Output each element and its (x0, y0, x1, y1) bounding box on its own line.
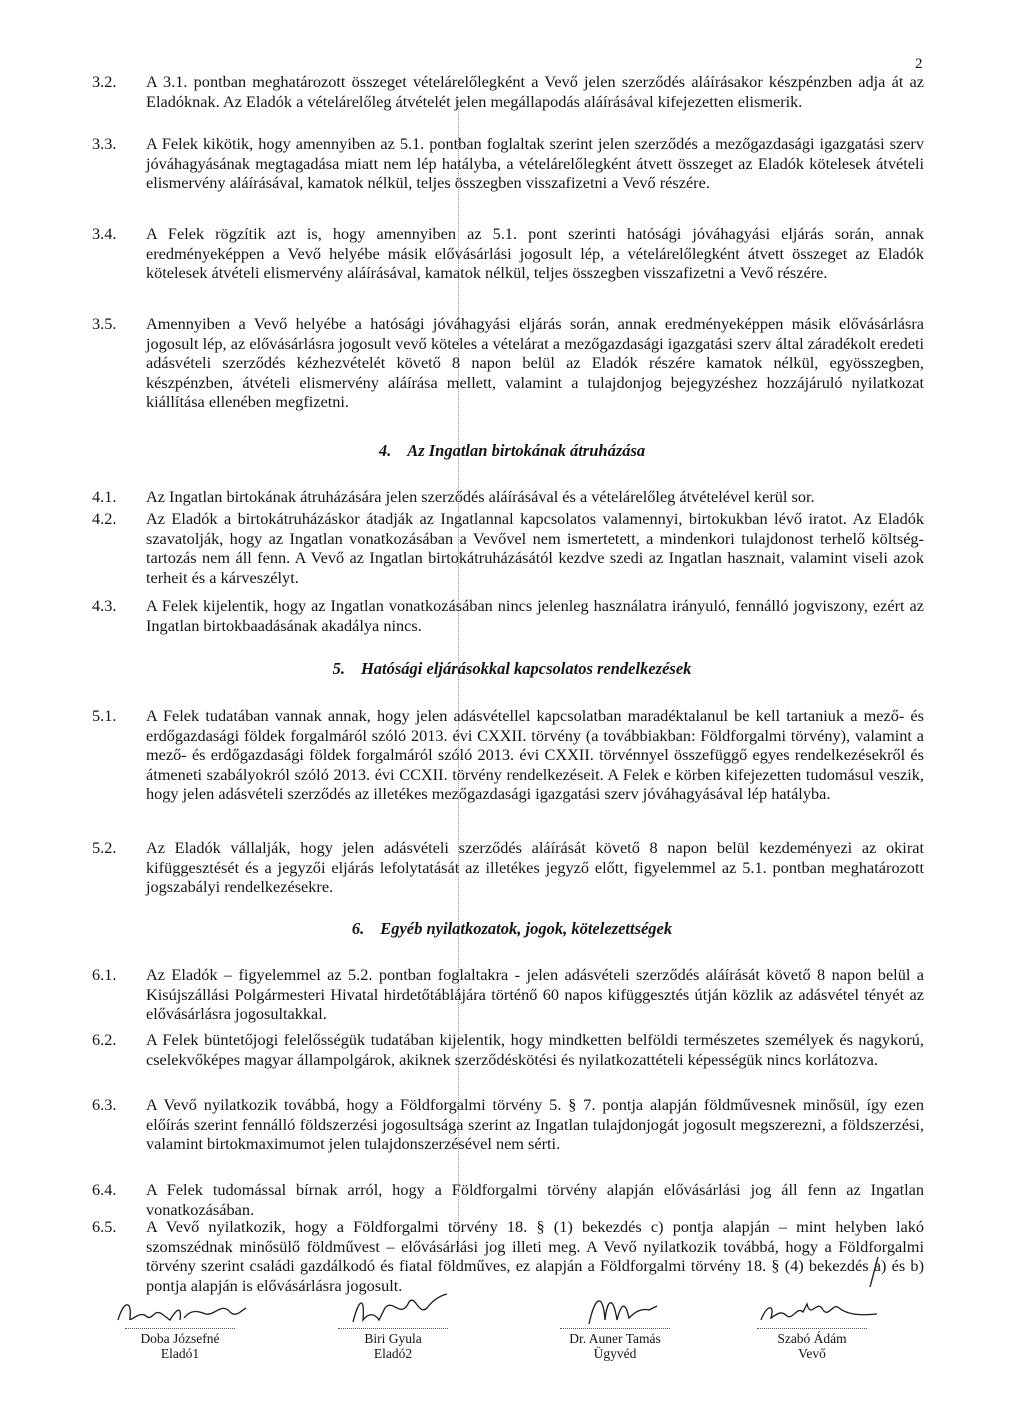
clause-number: 4.2. (92, 509, 117, 528)
clause-number: 6.2. (92, 1030, 117, 1049)
signature-block-buyer (737, 1290, 887, 1361)
clause-number: 3.3. (92, 134, 117, 153)
signature-block-seller2 (318, 1290, 468, 1361)
signature-line (757, 1328, 867, 1329)
signer-name: Biri Gyula (364, 1331, 422, 1346)
section-title: Az Ingatlan birtokának átruházása (407, 441, 646, 460)
handwritten-signature (737, 1290, 887, 1328)
signer-role: Eladó1 (160, 1346, 200, 1361)
signer-role: Vevő (798, 1346, 826, 1361)
clause-3-5 (92, 314, 924, 412)
margin-scribble (862, 1253, 892, 1293)
clause-number: 6.3. (92, 1095, 117, 1114)
signature-block-lawyer (540, 1290, 690, 1361)
signer-name: Doba Józsefné (140, 1331, 220, 1346)
clause-number: 3.2. (92, 72, 117, 91)
clause-4-2 (92, 509, 924, 587)
section-number: 4. (378, 441, 392, 460)
clause-6-4 (92, 1180, 924, 1219)
clause-number: 4.1. (92, 487, 117, 506)
clause-text: Az Eladók vállalják, hogy jelen adásvételi szerződés aláírását követő 8 napon belül kezdeményezi az okirat kifüggesztését és a jegyzői eljárás lefolytatását az illetékes jegyző előtt, figyelemmel az 5.1. pontban meghatározott jogszabályi rendelkezésekre. (146, 838, 924, 896)
clause-3-3 (92, 134, 924, 193)
section-heading-6 (0, 919, 1024, 939)
clause-number: 6.5. (92, 1217, 117, 1236)
clause-text: Az Eladók – figyelemmel az 5.2. pontban foglaltakra - jelen adásvételi szerződés aláírását követő 8 napon belül a Kisújszállási Polgármesteri Hivatal hirdetőtáblájára történő 60 napos kifüggesztés útján közlik az adásvétel tényét az elővásárlásra jogosultakkal. (146, 965, 924, 1023)
clause-text: A Vevő nyilatkozik továbbá, hogy a Földforgalmi törvény 5. § 7. pontja alapján földművesnek minősül, így ezen előírás szerint fennálló földszerzési jogosultsága szerint az Ingatlan tulajdonjogát jogosult megszerezni, a földszerzési, valamint birtokmaximumot jelen tulajdonszerzésével nem sérti. (146, 1095, 924, 1153)
clause-text: A Felek tudatában vannak annak, hogy jelen adásvétellel kapcsolatban maradéktalanul be kell tartaniuk a mező- és erdőgazdasági földek forgalmáról szóló 2013. évi CXXII. törvény (a továbbiakban: Földforgalmi törvény), valamint a mező- és erdőgazdasági földek forgalmáról szóló 2013. évi CXXII. törvénnyel összefüggő egyes rendelkezésekről és átmeneti szabályokról szóló 2013. évi CCXII. törvény rendelkezéseit. A Felek e körben kifejezetten tudomásul veszik, hogy jelen adásvételi szerződés az illetékes mezőgazdasági igazgatási szerv jóváhagyásával lép hatályba. (146, 706, 924, 803)
section-heading-5 (0, 659, 1024, 679)
section-number: 5. (332, 659, 345, 678)
clause-number: 3.4. (92, 224, 117, 243)
clause-5-2 (92, 838, 924, 897)
signer-name: Szabó Ádám (777, 1331, 847, 1346)
section-title: Hatósági eljárásokkal kapcsolatos rendelkezések (360, 659, 692, 678)
clause-text: Az Ingatlan birtokának átruházására jelen szerződés aláírásával és a vételárelőleg átvételével kerül sor. (146, 487, 815, 506)
clause-4-1 (92, 487, 924, 507)
section-number: 6. (351, 919, 365, 938)
clause-number: 6.1. (92, 965, 117, 984)
clause-6-3 (92, 1095, 924, 1154)
clause-6-1 (92, 965, 924, 1024)
section-heading-4 (0, 441, 1024, 461)
clause-text: A Felek kijelentik, hogy az Ingatlan vonatkozásában nincs jelenleg használatra irányuló, fennálló jogviszony, ezért az Ingatlan birtokbaadásának akadálya nincs. (146, 596, 924, 635)
clause-text: A Felek kikötik, hogy amennyiben az 5.1. pontban foglaltak szerint jelen szerződés a mezőgazdasági igazgatási szerv jóváhagyásának megtagadása miatt nem lép hatályba, a vételárelőlegként átvett összeget az Eladók kötelesek átvételi elismervény aláírásával, kamatok nélkül, teljes összegben visszafizetni a Vevő részére. (146, 134, 924, 192)
clause-3-4 (92, 224, 924, 283)
signature-block-seller1 (105, 1290, 255, 1361)
clause-number: 6.4. (92, 1180, 117, 1199)
clause-6-2 (92, 1030, 924, 1069)
page-number: 2 (915, 56, 923, 72)
clause-4-3 (92, 596, 924, 635)
clause-number: 4.3. (92, 596, 117, 615)
signature-line (125, 1328, 235, 1329)
signature-line (338, 1328, 448, 1329)
handwritten-signature (545, 1290, 685, 1328)
clause-number: 3.5. (92, 314, 117, 333)
handwritten-signature (110, 1290, 250, 1328)
clause-3-2 (92, 72, 924, 111)
clause-number: 5.1. (92, 706, 117, 725)
handwritten-signature (323, 1290, 463, 1328)
signer-role: Eladó2 (373, 1346, 413, 1361)
clause-6-5 (92, 1217, 924, 1295)
signer-role: Ügyvéd (593, 1346, 637, 1361)
clause-text: A Felek rögzítik azt is, hogy amennyiben az 5.1. pont szerinti hatósági jóváhagyási eljárás során, annak eredményeképpen a Vevő helyébe másik elővásárlási jogosult lép, a vételárelőlegként átvett összeget az Eladók kötelesek átvételi elismervény aláírásával, kamatok nélkül, teljes összegben visszafizetni a Vevő részére. (146, 224, 924, 282)
clause-number: 5.2. (92, 838, 117, 857)
section-title: Egyéb nyilatkozatok, jogok, kötelezettségek (380, 919, 673, 938)
clause-text: A Felek büntetőjogi felelősségük tudatában kijelentik, hogy mindketten belföldi természetes személyek és nagykorú, cselekvőképes magyar állampolgárok, akiknek szerződéskötési és nyilatkozattételi képességük nincs korlátozva. (146, 1030, 924, 1069)
signature-line (560, 1328, 670, 1329)
clause-5-1 (92, 706, 924, 804)
clause-text: A Felek tudomással bírnak arról, hogy a Földforgalmi törvény alapján elővásárlási jog áll fenn az Ingatlan vonatkozásában. (146, 1180, 924, 1219)
clause-text: Amennyiben a Vevő helyébe a hatósági jóváhagyási eljárás során, annak eredményeképpen másik elővásárlásra jogosult lép, az elővásárlásra jogosult vevő köteles a vételárat a mezőgazdasági igazgatási szerv által záradékolt eredeti adásvételi szerződés kézhezvételét követő 8 napon belül az Eladók részére kamatok nélkül, egyösszegben, készpénzben, átvételi elismervény aláírása mellett, valamint a tulajdonjog bejegyzéshez hozzájáruló nyilatkozat kiállítása ellenében megfizetni. (146, 314, 924, 411)
signer-name: Dr. Auner Tamás (569, 1331, 661, 1346)
clause-text: A 3.1. pontban meghatározott összeget vételárelőlegként a Vevő jelen szerződés aláírásakor készpénzben adja át az Eladóknak. Az Eladók a vételárelőleg átvételét jelen megállapodás aláírásával kifejezetten elismerik. (146, 72, 924, 111)
clause-text: Az Eladók a birtokátruházáskor átadják az Ingatlannal kapcsolatos valamennyi, birtokukban lévő iratot. Az Eladók szavatolják, hogy az Ingatlan vonatkozásában a Vevővel nem ismertetett, a mindenkori tulajdonost terhelő költség-tartozás nem áll fenn. A Vevő az Ingatlan birtokátruházásától kezdve szedi az Ingatlan hasznait, valamint viseli azok terheit és a kárveszélyt. (146, 509, 924, 587)
clause-text: A Vevő nyilatkozik, hogy a Földforgalmi törvény 18. § (1) bekezdés c) pontja alapján – mint helyben lakó szomszédnak minősülő földművest – elővásárlási jog illeti meg. A Vevő nyilatkozik továbbá, hogy a Földforgalmi törvény szerint családi gazdálkodó és fiatal földműves, ez alapján a Földforgalmi törvény 18. § (4) bekezdés a) és b) pontja alapján is elővásárlásra jogosult. (146, 1217, 924, 1295)
